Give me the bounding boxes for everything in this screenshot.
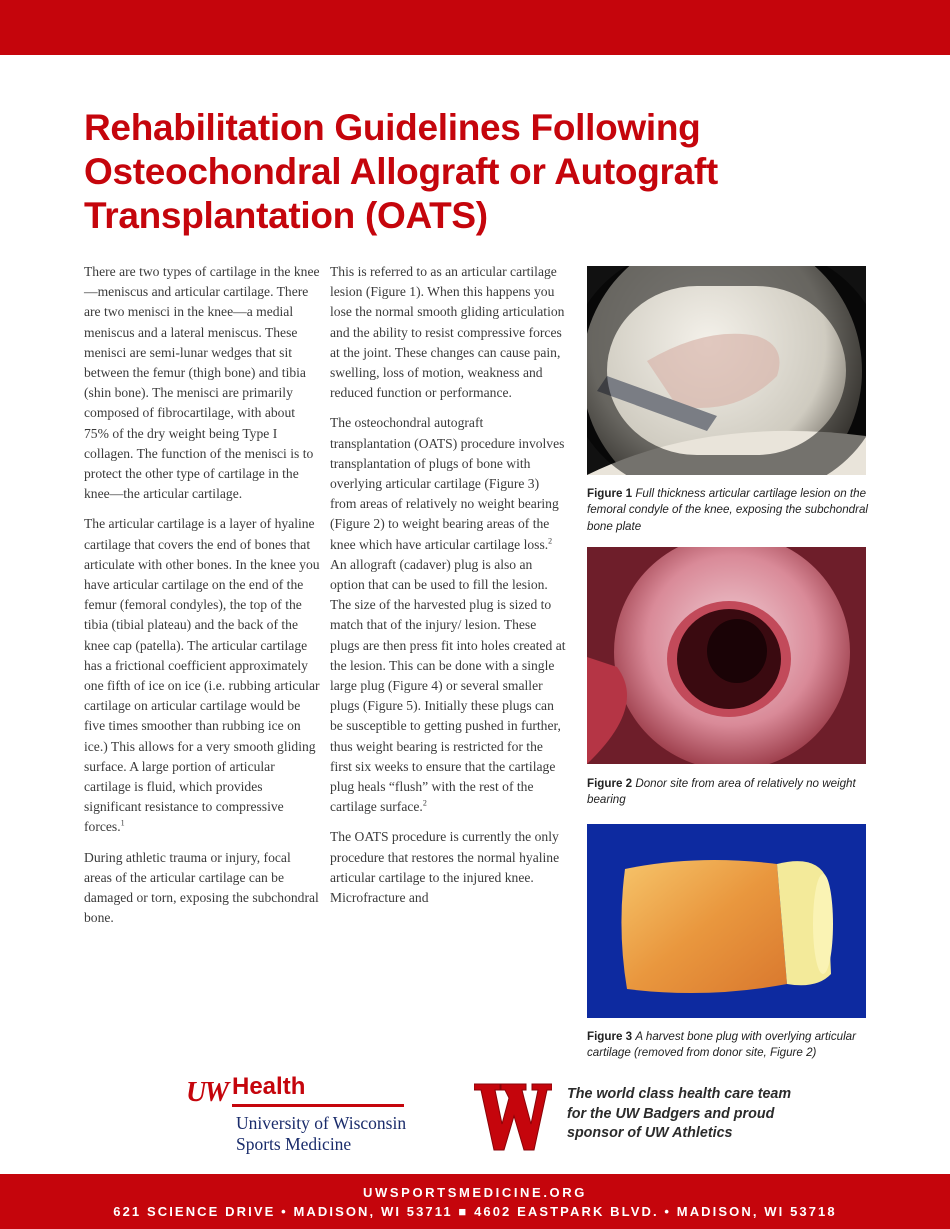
logo-sports-medicine: Sports Medicine	[236, 1134, 352, 1154]
paragraph	[330, 413, 566, 817]
footnote-ref: 2	[422, 798, 427, 808]
uw-health-logo	[186, 1073, 408, 1155]
footnote-ref: 2	[548, 536, 553, 546]
tagline-line: for the UW Badgers and proud	[567, 1105, 775, 1122]
tagline-line: sponsor of UW Athletics	[567, 1125, 733, 1141]
tagline	[567, 1085, 847, 1144]
footer-address: 621 SCIENCE DRIVE • MADISON, WI 53711 ■ 4602 EASTPARK BLVD. • MADISON, WI 53718	[113, 1204, 837, 1219]
paragraph: This is referred to as an articular cartilage lesion (Figure 1). When this happens you lose the normal smooth gliding articulation and the ability to resist compressive forces at the joint. These changes can cause pain, swelling, loss of motion, weakness and reduced function or performance.	[330, 264, 565, 401]
uw-mark: UW	[186, 1077, 228, 1108]
figure-2-caption	[587, 776, 877, 809]
figure-caption-text: Donor site from area of relatively no weight bearing	[587, 777, 856, 807]
footer-bar	[0, 1174, 950, 1229]
uw-motion-w-logo-icon	[474, 1078, 552, 1154]
footer-url: UWSPORTSMEDICINE.ORG	[363, 1185, 587, 1200]
page-title	[84, 106, 884, 238]
arthroscopy-image	[587, 266, 866, 475]
paragraph-text: An allograft (cadaver) plug is also an option that can be used to fill the lesion. The size of the harvested plug is sized to match that of the injury/ lesion. These plugs are then press fit into holes created at the lesion. This can be done with a single large plug (Figure 4) or several smaller plugs (Figure 5). Initially these plugs can be susceptible to getting pushed in further, thus weight bearing is restricted for the first six weeks to ensure that the cartilage plug heals “flush” with the rest of the cartilage surface.	[330, 556, 566, 815]
title-line-1: Rehabilitation Guidelines Following	[84, 107, 701, 148]
title-line-2: Osteochondral Allograft or Autograft	[84, 151, 718, 192]
paragraph: There are two types of cartilage in the knee—meniscus and articular cartilage. There are two menisci in the knee—a medial meniscus and a lateral meniscus. These menisci are semi-lunar wedges that sit between the femur (thigh bone) and tibia (shin bone). The menisci are primarily composed of fibrocartilage, with about 75% of the dry weight being Type I collagen. The function of the menisci is to protect the other type of cartilage in the knee—the articular cartilage.	[84, 264, 320, 502]
title-line-3: Transplantation (OATS)	[84, 195, 488, 236]
figure-2-photo	[587, 547, 866, 764]
tagline-line: The world class health care team	[567, 1086, 792, 1102]
uw-health-wordmark: Health	[232, 1073, 306, 1100]
bone-plug-image	[587, 824, 866, 1018]
paragraph-text: The osteochondral autograft transplantation (OATS) procedure involves transplantation of plugs of bone with overlying articular cartilage (Figure 3) from areas of relatively no weight bearing (Figure 2) to weight bearing areas of the knee which have articular cartilage loss.	[330, 415, 565, 552]
paragraph	[84, 514, 320, 837]
figure-caption-text: Full thickness articular cartilage lesion on the femoral condyle of the knee, exposing the subchondral bone plate	[587, 487, 869, 533]
figure-label: Figure 1	[587, 487, 633, 500]
figure-caption-text: A harvest bone plug with overlying articular cartilage (removed from donor site, Figure 2)	[587, 1030, 856, 1060]
figure-3-caption	[587, 1029, 877, 1062]
logo-university: University of Wisconsin	[236, 1113, 407, 1133]
top-color-bar	[0, 0, 950, 55]
figure-label: Figure 2	[587, 777, 633, 790]
footnote-ref: 1	[120, 818, 125, 828]
logo-divider	[232, 1104, 404, 1107]
figure-3-photo	[587, 824, 866, 1018]
figure-1-caption	[587, 486, 877, 535]
text-column-2	[330, 262, 566, 918]
paragraph: During athletic trauma or injury, focal areas of the articular cartilage can be damaged or torn, exposing the subchondral bone.	[84, 849, 319, 926]
donor-site-image	[587, 547, 866, 764]
text-column-1	[84, 262, 320, 939]
paragraph-text: The articular cartilage is a layer of hyaline cartilage that covers the end of bones that articulate with other bones. In the knee you have articular cartilage on the end of the femur (femoral condyles), the top of the tibia (tibial plateau) and the back of the knee cap (patella). The articular cartilage has a frictional coefficient approximately one fifth of ice on ice (i.e. rubbing articular cartilage on articular cartilage would be five times smoother than rubbing ice on ice.) This allows for a very smooth gliding surface. A large portion of articular cartilage is fluid, which provides significant resistance to compressive forces.	[84, 516, 320, 835]
paragraph: The OATS procedure is currently the only procedure that restores the normal hyaline articular cartilage to the injured knee. Microfracture and	[330, 829, 560, 906]
figure-label: Figure 3	[587, 1030, 633, 1043]
figure-1-photo	[587, 266, 866, 475]
